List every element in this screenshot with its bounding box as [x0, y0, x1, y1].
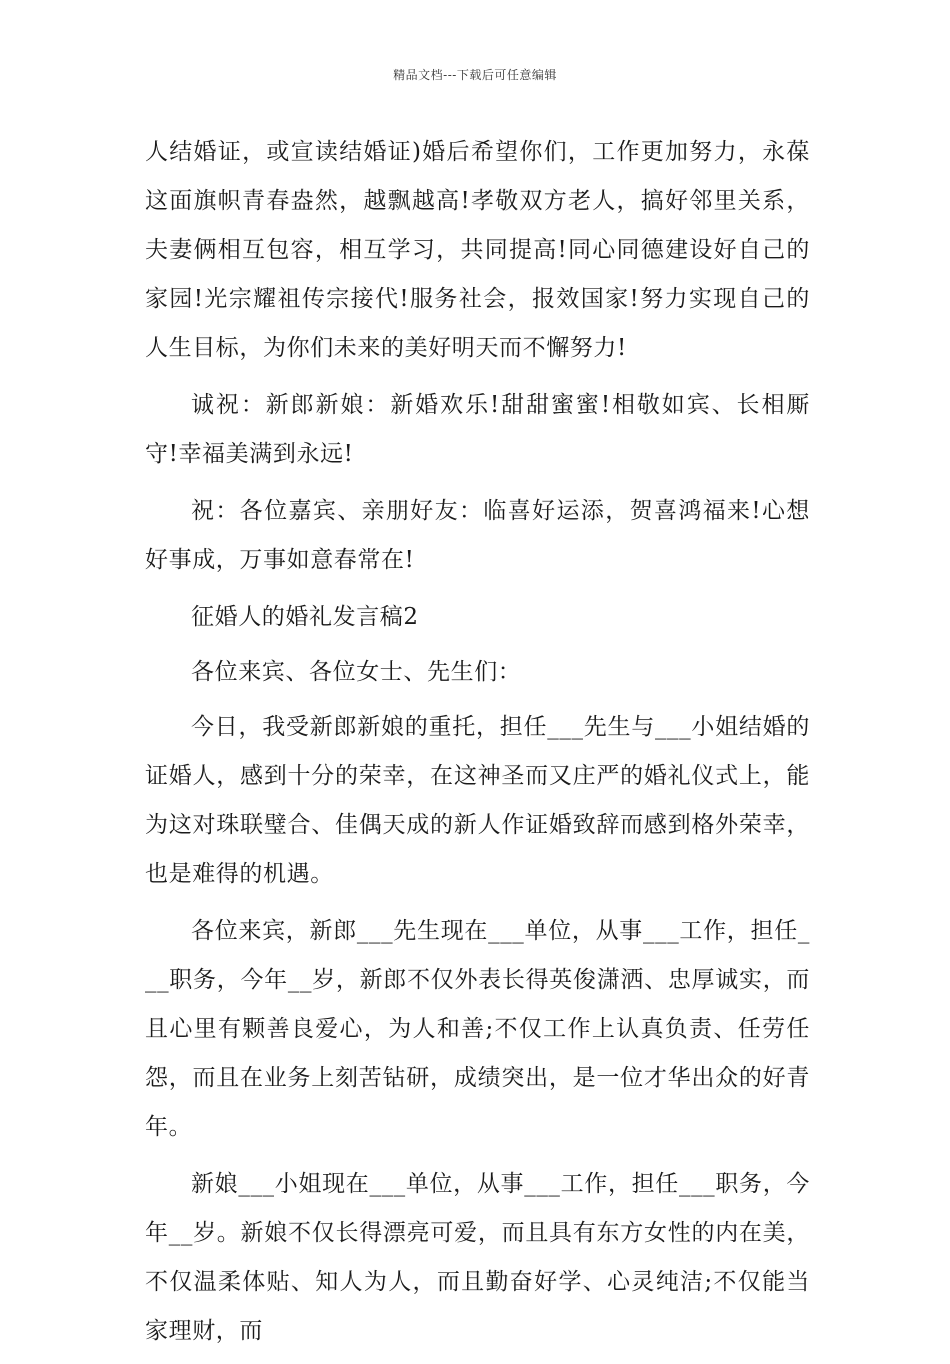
- paragraph-bride: 新娘___小姐现在___单位，从事___工作，担任___职务，今年__岁。新娘不仅长得漂亮可爱，而且具有东方女性的内在美，不仅温柔体贴、知人为人，而且勤奋好学、心灵纯洁;不仅能当家理财，而: [145, 1171, 810, 1344]
- paragraph-introduction: 今日，我受新郎新娘的重托，担任___先生与___小姐结婚的证婚人，感到十分的荣幸，在这神圣而又庄严的婚礼仪式上，能为这对珠联璧合、佳偶天成的新人作证婚致辞而感到格外荣幸，也是难得的机遇。: [145, 714, 810, 887]
- paragraph-salutation: 各位来宾、各位女士、先生们：: [191, 659, 522, 685]
- paragraph-continued-wishes: 人结婚证，或宣读结婚证)婚后希望你们，工作更加努力，永葆这面旗帜青春盎然，越飘越高!孝敬双方老人，搞好邻里关系，夫妻俩相互包容，相互学习，共同提高!同心同德建设好自己的家园!光宗耀祖传宗接代!服务社会，报效国家!努力实现自己的人生目标，为你们未来的美好明天而不懈努力!: [145, 139, 810, 361]
- document-body: [145, 128, 810, 1364]
- paragraph-groom: 各位来宾，新郎___先生现在___单位，从事___工作，担任___职务，今年__岁，新郎不仅外表长得英俊潇洒、忠厚诚实，而且心里有颗善良爱心，为人和善;不仅工作上认真负责、任劳任怨，而且在业务上刻苦钻研，成绩突出，是一位才华出众的好青年。: [145, 918, 810, 1140]
- paragraph-blessing-guests: 祝：各位嘉宾、亲朋好友：临喜好运添，贺喜鸿福来!心想好事成，万事如意春常在!: [145, 498, 810, 573]
- paragraph-blessing-couple: 诚祝：新郎新娘：新婚欢乐!甜甜蜜蜜!相敬如宾、长相厮守!幸福美满到永远!: [145, 392, 810, 467]
- page-header: 精品文档---下载后可任意编辑: [393, 68, 557, 82]
- section-title: 征婚人的婚礼发言稿2: [191, 604, 419, 630]
